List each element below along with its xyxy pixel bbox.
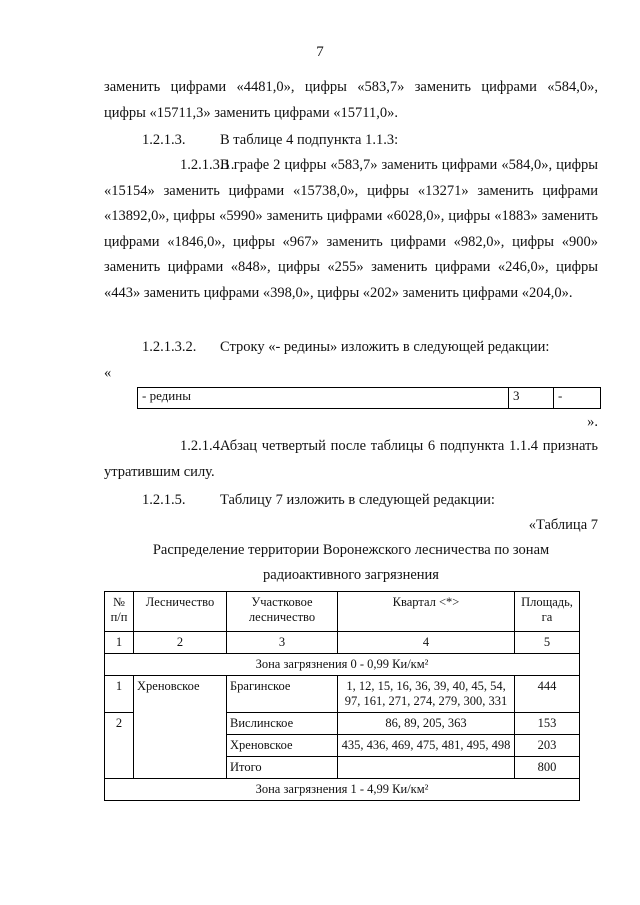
zone-row: Зона загрязнения 0 - 0,99 Ки/км²: [105, 654, 580, 676]
table-cell: Брагинское: [227, 676, 338, 713]
table-cell: 4: [338, 632, 515, 654]
section-number: 1.2.1.3.1.: [180, 157, 235, 173]
section-number: 1.2.1.4.: [180, 438, 224, 454]
table-row: [105, 779, 580, 801]
table-cell: 86, 89, 205, 363: [338, 713, 515, 735]
table-cell: Итого: [227, 757, 338, 779]
table-header: Участковое лесничество: [227, 592, 338, 632]
table-7: [104, 591, 580, 801]
section-number: 1.2.1.3.2.: [142, 339, 197, 355]
table-header-row: [105, 592, 580, 632]
text-line: цифры «15711,3» заменить цифрами «15711,0».: [104, 105, 398, 121]
table-cell: 2: [134, 632, 227, 654]
table-cell: Хреновское: [227, 735, 338, 757]
table-row: [105, 676, 580, 713]
section-text: В графе 2 цифры «583,7» заменить цифрами «584,0», цифры «15154» заменить цифрами «15738,0», цифры «13271» заменить цифрами «13892,0», цифры «5990» заменить цифрами «6028,0», цифры «1883» заменить цифрами «1846,0», цифры «967» заменить цифрами «982,0», цифры «900» заменить цифрами «848», цифры «255» заменить цифрами «246,0», цифры «443» заменить цифрами «398,0», цифры «202» заменить цифрами «204,0».: [104, 157, 598, 301]
section-number: 1.2.1.3.: [142, 132, 186, 148]
table-cell: 800: [515, 757, 580, 779]
open-quote: «: [104, 365, 112, 381]
section-text: Таблицу 7 изложить в следующей редакции:: [220, 492, 495, 508]
section-12132: [142, 339, 598, 355]
table-header: № п/п: [105, 592, 134, 632]
table-cell: - редины: [138, 388, 509, 409]
table-cell: 153: [515, 713, 580, 735]
page-number: 7: [316, 44, 324, 60]
table-cell: 1, 12, 15, 16, 36, 39, 40, 45, 54, 97, 161, 271, 274, 279, 300, 331: [338, 676, 515, 713]
section-12131: [104, 153, 598, 307]
table-cell: 1: [105, 676, 134, 713]
table-cell: Вислинское: [227, 713, 338, 735]
table-cell: 444: [515, 676, 580, 713]
table-caption: радиоактивного загрязнения: [263, 567, 439, 583]
table-label: «Таблица 7: [528, 517, 598, 533]
table-cell: -: [554, 388, 601, 409]
table-cell: [338, 757, 515, 779]
table-cell: 1: [105, 632, 134, 654]
table-header: Квартал <*>: [338, 592, 515, 632]
zone-row: Зона загрязнения 1 - 4,99 Ки/км²: [105, 779, 580, 801]
table-caption: Распределение территории Воронежского лесничества по зонам: [152, 542, 550, 558]
table-cell: 5: [515, 632, 580, 654]
table-cell: Хреновское: [134, 676, 227, 779]
text-line: заменить цифрами «4481,0», цифры «583,7» заменить цифрами «584,0»,: [104, 79, 598, 95]
table-cell: 3: [509, 388, 554, 409]
table-cell: 3: [227, 632, 338, 654]
table-header: Лесничество: [134, 592, 227, 632]
table-cell: 203: [515, 735, 580, 757]
table-cell: 435, 436, 469, 475, 481, 495, 498: [338, 735, 515, 757]
section-text: Абзац четвертый после таблицы 6 подпункта 1.1.4 признать утратившим силу.: [104, 438, 598, 480]
close-quote: ».: [587, 414, 598, 430]
table-row: [138, 388, 601, 409]
table-cell: 2: [105, 713, 134, 779]
section-1213: [142, 132, 598, 148]
section-1214: [104, 434, 598, 485]
table-row: [105, 632, 580, 654]
redina-row-table: [137, 387, 601, 409]
section-number: 1.2.1.5.: [142, 492, 186, 508]
section-text: В таблице 4 подпункта 1.1.3:: [220, 132, 399, 148]
table-header: Площадь, га: [515, 592, 580, 632]
section-text: Строку «- редины» изложить в следующей редакции:: [220, 339, 550, 355]
section-1215: [142, 492, 598, 508]
table-row: [105, 654, 580, 676]
